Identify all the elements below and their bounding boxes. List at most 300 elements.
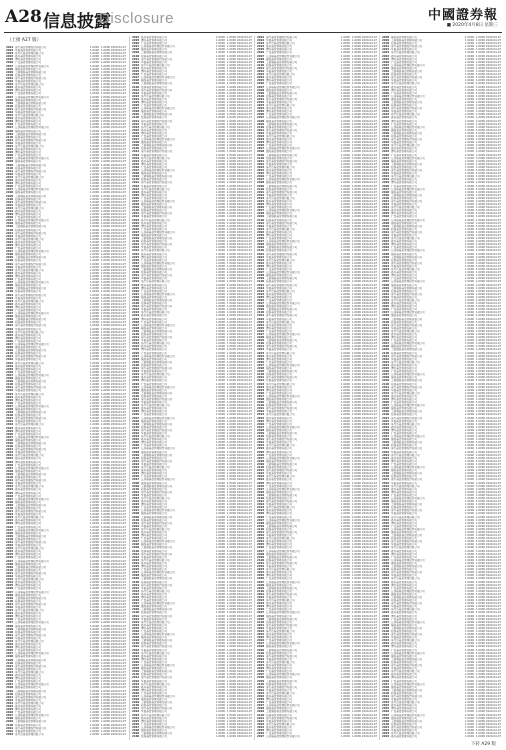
- fund-code: 2097: [257, 425, 265, 429]
- nav-value: 1.0000: [89, 101, 99, 105]
- fund-name: 工银瑞信基金管理有限公司: [141, 515, 173, 519]
- fund-name: 汇添富基金管理股份有限公司: [15, 250, 49, 254]
- nav-date: 2020-04-07: [236, 193, 252, 197]
- cumulative-nav-value: 1.0000: [475, 333, 485, 336]
- nav-date: 2020-04-07: [236, 679, 252, 683]
- fund-name: 招商基金管理有限公司: [15, 630, 41, 634]
- fund-code: 2095: [257, 636, 265, 640]
- cumulative-nav-value: 1.0000: [100, 565, 110, 569]
- cumulative-nav-value: 1.0000: [351, 586, 361, 590]
- fund-code: 2095: [382, 150, 390, 154]
- nav-date: 2020-04-07: [236, 51, 252, 55]
- fund-name: 易方达基金管理有限公司: [266, 351, 295, 355]
- fund-name: 博时基金管理有限公司: [15, 213, 41, 217]
- fund-name: 博时基金管理有限公司: [141, 595, 167, 599]
- nav-date: 2020-04-07: [236, 252, 252, 256]
- nav-value: 1.0000: [340, 370, 350, 374]
- fund-code: 2100: [132, 363, 140, 367]
- cumulative-nav-value: 1.0000: [100, 67, 110, 71]
- fund-code: 2095: [6, 615, 14, 619]
- cumulative-nav-value: 1.0000: [351, 447, 361, 451]
- cumulative-nav-value: 1.0000: [100, 284, 110, 288]
- fund-code: 2094: [132, 128, 140, 132]
- nav-date: 2020-04-07: [110, 494, 126, 498]
- nav-date: 2020-04-07: [485, 215, 501, 219]
- cumulative-nav-value: 1.0000: [100, 602, 110, 606]
- fund-name: 南方基金管理股份有限公司: [266, 561, 298, 565]
- fund-name: 易方达基金管理有限公司: [141, 249, 170, 253]
- fund-code: 2096: [257, 670, 265, 674]
- nav-date: 2020-04-07: [236, 206, 252, 210]
- nav-date: 2020-04-07: [361, 128, 377, 132]
- nav-date: 2020-04-07: [110, 503, 126, 507]
- cumulative-nav-value: 1.0000: [351, 432, 361, 435]
- fund-code: 2092: [6, 265, 14, 269]
- fund-name: 华夏基金管理有限公司: [266, 565, 292, 569]
- fund-name: 嘉实基金管理有限公司: [141, 623, 167, 627]
- nav-date: 2020-04-07: [110, 720, 126, 724]
- fund-name: 嘉实基金管理有限公司: [15, 209, 41, 213]
- fund-code: 2096: [382, 462, 390, 466]
- cumulative-nav-value: 1.0000: [100, 225, 110, 229]
- nav-date: 2020-04-07: [110, 169, 126, 173]
- fund-name: 华夏基金管理有限公司: [15, 482, 41, 486]
- fund-code: 2091: [257, 97, 265, 101]
- fund-code: 2091: [257, 685, 265, 689]
- nav-value: 1.0000: [464, 320, 474, 324]
- nav-date: 2020-04-07: [236, 178, 252, 182]
- nav-date: 2020-04-07: [110, 126, 126, 130]
- fund-name: 工银瑞信基金管理有限公司: [266, 586, 298, 590]
- cumulative-nav-value: 1.0000: [226, 240, 236, 244]
- fund-name: 华夏基金管理有限公司: [391, 450, 417, 454]
- cumulative-nav-value: 1.0000: [475, 199, 485, 203]
- nav-value: 1.0000: [215, 261, 225, 265]
- nav-value: 1.0000: [340, 357, 350, 361]
- fund-code: 2100: [6, 661, 14, 665]
- nav-value: 1.0000: [215, 45, 225, 49]
- fund-code: 2094: [6, 55, 14, 59]
- fund-code: 2099: [382, 131, 390, 135]
- fund-name: 工银瑞信基金管理有限公司: [391, 224, 423, 228]
- fund-name: 嘉实基金管理有限公司: [391, 271, 417, 275]
- cumulative-nav-value: 1.0000: [100, 392, 110, 396]
- nav-date: 2020-04-07: [485, 289, 501, 293]
- nav-value: 1.0000: [340, 481, 350, 485]
- fund-code: 2095: [132, 100, 140, 104]
- fund-code: 2100: [257, 125, 265, 129]
- nav-date: 2020-04-07: [361, 45, 377, 49]
- nav-value: 1.0000: [464, 172, 474, 176]
- fund-code: 2096: [382, 308, 390, 312]
- fund-name: 汇添富基金管理股份有限公司: [266, 549, 300, 553]
- nav-value: 1.0000: [89, 216, 99, 220]
- fund-name: 富国基金管理有限公司: [391, 500, 417, 504]
- nav-value: 1.0000: [215, 456, 225, 460]
- table-row: [255, 735, 379, 738]
- fund-code: 2091: [132, 676, 140, 680]
- nav-value: 1.0000: [89, 457, 99, 461]
- nav-value: 1.0000: [464, 268, 474, 272]
- fund-code: 2091: [132, 645, 140, 649]
- nav-value: 1.0000: [89, 169, 99, 173]
- nav-value: 1.0000: [340, 441, 350, 445]
- fund-code: 2096: [257, 732, 265, 736]
- cumulative-nav-value: 1.0000: [100, 680, 110, 684]
- cumulative-nav-value: 1.0000: [351, 116, 361, 120]
- fund-code: 2091: [257, 623, 265, 627]
- cumulative-nav-value: 1.0000: [351, 577, 361, 581]
- fund-code: 2093: [132, 496, 140, 500]
- fund-code: 2096: [382, 401, 390, 405]
- fund-code: 2100: [6, 290, 14, 294]
- cumulative-nav-value: 1.0000: [100, 652, 110, 656]
- fund-code: 2094: [132, 36, 140, 39]
- nav-value: 1.0000: [340, 487, 350, 491]
- fund-name: 工银瑞信基金管理有限公司: [391, 441, 423, 445]
- nav-value: 1.0000: [464, 79, 474, 83]
- nav-date: 2020-04-07: [485, 51, 501, 55]
- nav-date: 2020-04-07: [361, 165, 377, 169]
- cumulative-nav-value: 1.0000: [100, 714, 110, 718]
- fund-name: 招商基金管理有限公司: [15, 414, 41, 418]
- nav-date: 2020-04-07: [110, 442, 126, 445]
- fund-code: 2094: [132, 654, 140, 658]
- column-3: [254, 36, 379, 740]
- nav-date: 2020-04-07: [110, 219, 126, 223]
- cumulative-nav-value: 1.0000: [100, 197, 110, 201]
- nav-value: 1.0000: [340, 119, 350, 123]
- fund-code: 2093: [6, 299, 14, 303]
- nav-value: 1.0000: [340, 456, 350, 460]
- nav-date: 2020-04-07: [361, 57, 377, 61]
- fund-code: 2093: [132, 249, 140, 253]
- fund-code: 2098: [6, 655, 14, 659]
- cumulative-nav-value: 1.0000: [100, 228, 110, 232]
- nav-value: 1.0000: [340, 459, 350, 463]
- nav-date: 2020-04-07: [236, 620, 252, 624]
- fund-name: 博时基金管理有限公司: [15, 120, 41, 124]
- fund-code: 2097: [6, 126, 14, 130]
- cumulative-nav-value: 1.0000: [100, 562, 110, 566]
- nav-date: 2020-04-07: [361, 181, 377, 185]
- nav-value: 1.0000: [340, 351, 350, 355]
- nav-value: 1.0000: [215, 175, 225, 179]
- nav-value: 1.0000: [340, 549, 350, 553]
- cumulative-nav-value: 1.0000: [475, 363, 485, 367]
- fund-name: 华夏基金管理有限公司: [141, 432, 167, 435]
- nav-value: 1.0000: [340, 218, 350, 222]
- fund-code: 2097: [382, 404, 390, 408]
- nav-date: 2020-04-07: [236, 104, 252, 108]
- nav-value: 1.0000: [215, 543, 225, 547]
- nav-date: 2020-04-07: [485, 125, 501, 129]
- nav-date: 2020-04-07: [236, 432, 252, 435]
- nav-date: 2020-04-07: [361, 172, 377, 176]
- fund-name: 工银瑞信基金管理有限公司: [391, 255, 423, 259]
- cumulative-nav-value: 1.0000: [351, 654, 361, 658]
- fund-name: 工银瑞信基金管理有限公司: [15, 720, 47, 724]
- fund-name: 易方达基金管理有限公司: [266, 599, 295, 603]
- cumulative-nav-value: 1.0000: [100, 327, 110, 331]
- nav-date: 2020-04-07: [110, 522, 126, 526]
- fund-name: 工银瑞信基金管理有限公司: [266, 91, 298, 95]
- fund-name: 富国基金管理有限公司: [266, 583, 292, 587]
- nav-date: 2020-04-07: [110, 389, 126, 393]
- fund-name: 工银瑞信基金管理有限公司: [141, 237, 173, 241]
- fund-code: 2098: [257, 707, 265, 711]
- cumulative-nav-value: 1.0000: [475, 367, 485, 371]
- fund-code: 2093: [6, 175, 14, 179]
- nav-value: 1.0000: [340, 141, 350, 145]
- nav-date: 2020-04-07: [485, 295, 501, 299]
- nav-date: 2020-04-07: [485, 280, 501, 284]
- cumulative-nav-value: 1.0000: [351, 416, 361, 420]
- nav-value: 1.0000: [340, 379, 350, 383]
- nav-date: 2020-04-07: [485, 373, 501, 377]
- nav-value: 1.0000: [340, 682, 350, 686]
- cumulative-nav-value: 1.0000: [226, 119, 236, 123]
- cumulative-nav-value: 1.0000: [100, 324, 110, 328]
- nav-value: 1.0000: [340, 453, 350, 457]
- nav-value: 1.0000: [89, 145, 99, 148]
- nav-value: 1.0000: [215, 42, 225, 46]
- cumulative-nav-value: 1.0000: [351, 555, 361, 559]
- cumulative-nav-value: 1.0000: [226, 348, 236, 352]
- fund-code: 2100: [257, 682, 265, 686]
- nav-value: 1.0000: [464, 469, 474, 473]
- nav-date: 2020-04-07: [236, 367, 252, 371]
- fund-name: 华夏基金管理有限公司: [141, 184, 167, 188]
- cumulative-nav-value: 1.0000: [100, 352, 110, 356]
- cumulative-nav-value: 1.0000: [351, 534, 361, 538]
- cumulative-nav-value: 1.0000: [226, 218, 236, 222]
- nav-date: 2020-04-07: [485, 274, 501, 278]
- fund-name: 富国基金管理有限公司: [141, 729, 167, 732]
- cumulative-nav-value: 1.0000: [351, 354, 361, 358]
- cumulative-nav-value: 1.0000: [475, 240, 485, 244]
- cumulative-nav-value: 1.0000: [100, 200, 110, 204]
- nav-date: 2020-04-07: [110, 590, 126, 594]
- fund-code: 2099: [132, 360, 140, 364]
- fund-name: 易方达基金管理有限公司: [15, 701, 44, 705]
- nav-date: 2020-04-07: [110, 194, 126, 198]
- fund-name: 易方达基金管理有限公司: [391, 82, 420, 86]
- fund-name: 嘉实基金管理有限公司: [15, 704, 41, 708]
- fund-name: 南方基金管理股份有限公司: [391, 478, 423, 482]
- cumulative-nav-value: 1.0000: [226, 261, 236, 265]
- nav-date: 2020-04-07: [361, 561, 377, 565]
- cumulative-nav-value: 1.0000: [351, 657, 361, 661]
- fund-code: 2093: [257, 568, 265, 572]
- fund-code: 2093: [257, 413, 265, 417]
- cumulative-nav-value: 1.0000: [475, 63, 485, 67]
- nav-value: 1.0000: [464, 466, 474, 470]
- cumulative-nav-value: 1.0000: [351, 716, 361, 720]
- fund-code: 2093: [132, 589, 140, 593]
- fund-name: 招商基金管理有限公司: [391, 475, 417, 479]
- nav-value: 1.0000: [89, 305, 99, 309]
- nav-value: 1.0000: [464, 419, 474, 423]
- fund-code: 2094: [382, 147, 390, 151]
- cumulative-nav-value: 1.0000: [351, 549, 361, 553]
- cumulative-nav-value: 1.0000: [351, 351, 361, 355]
- cumulative-nav-value: 1.0000: [100, 83, 110, 87]
- nav-date: 2020-04-07: [236, 357, 252, 361]
- fund-name: 富国基金管理有限公司: [391, 314, 417, 318]
- fund-name: 富国基金管理有限公司: [391, 97, 417, 101]
- nav-date: 2020-04-07: [485, 70, 501, 74]
- cumulative-nav-value: 1.0000: [226, 645, 236, 649]
- cumulative-nav-value: 1.0000: [475, 237, 485, 241]
- fund-code: 2098: [257, 212, 265, 216]
- fund-name: 南方基金管理股份有限公司: [141, 521, 173, 525]
- fund-code: 2099: [382, 193, 390, 197]
- fund-code: 2099: [382, 472, 390, 476]
- fund-code: 2098: [132, 543, 140, 547]
- nav-value: 1.0000: [464, 60, 474, 64]
- cumulative-nav-value: 1.0000: [100, 330, 110, 334]
- nav-date: 2020-04-07: [110, 621, 126, 625]
- nav-date: 2020-04-07: [110, 670, 126, 674]
- fund-code: 2091: [382, 261, 390, 265]
- fund-code: 2099: [132, 144, 140, 148]
- nav-date: 2020-04-07: [485, 268, 501, 272]
- nav-value: 1.0000: [89, 605, 99, 609]
- nav-value: 1.0000: [215, 713, 225, 717]
- fund-code: 2096: [132, 568, 140, 572]
- nav-value: 1.0000: [89, 312, 99, 316]
- cumulative-nav-value: 1.0000: [100, 299, 110, 303]
- nav-value: 1.0000: [89, 615, 99, 619]
- cumulative-nav-value: 1.0000: [351, 190, 361, 194]
- fund-code: 2098: [6, 315, 14, 319]
- nav-value: 1.0000: [464, 447, 474, 451]
- nav-date: 2020-04-07: [110, 216, 126, 220]
- cumulative-nav-value: 1.0000: [226, 370, 236, 374]
- cumulative-nav-value: 1.0000: [100, 476, 110, 480]
- nav-date: 2020-04-07: [110, 315, 126, 319]
- nav-value: 1.0000: [215, 481, 225, 485]
- fund-name: 广发基金管理有限公司: [141, 506, 167, 510]
- fund-code: 2100: [132, 425, 140, 429]
- nav-value: 1.0000: [215, 397, 225, 401]
- fund-code: 2096: [382, 153, 390, 157]
- cumulative-nav-value: 1.0000: [475, 230, 485, 234]
- fund-code: 2100: [132, 518, 140, 522]
- fund-name: 南方基金管理股份有限公司: [266, 407, 298, 411]
- nav-date: 2020-04-07: [361, 203, 377, 207]
- nav-value: 1.0000: [89, 547, 99, 551]
- nav-value: 1.0000: [464, 252, 474, 256]
- cumulative-nav-value: 1.0000: [351, 648, 361, 652]
- fund-code: 2092: [257, 39, 265, 43]
- cumulative-nav-value: 1.0000: [100, 571, 110, 575]
- nav-date: 2020-04-07: [485, 503, 501, 507]
- nav-value: 1.0000: [340, 425, 350, 429]
- fund-code: 2098: [6, 407, 14, 411]
- nav-value: 1.0000: [215, 224, 225, 228]
- nav-date: 2020-04-07: [236, 215, 252, 219]
- cumulative-nav-value: 1.0000: [100, 237, 110, 241]
- fund-code: 2099: [382, 410, 390, 414]
- nav-value: 1.0000: [89, 556, 99, 560]
- fund-name: 招商基金管理有限公司: [391, 289, 417, 293]
- fund-name: 工银瑞信基金管理有限公司: [391, 39, 423, 43]
- fund-code: 2092: [132, 648, 140, 652]
- fund-name: 广发基金管理有限公司: [266, 237, 292, 241]
- fund-code: 2096: [382, 122, 390, 126]
- cumulative-nav-value: 1.0000: [475, 428, 485, 432]
- cumulative-nav-value: 1.0000: [351, 704, 361, 708]
- fund-code: 2093: [382, 484, 390, 488]
- nav-value: 1.0000: [215, 732, 225, 736]
- fund-code: 2093: [6, 701, 14, 705]
- nav-date: 2020-04-07: [485, 500, 501, 504]
- nav-date: 2020-04-07: [361, 391, 377, 395]
- nav-date: 2020-04-07: [236, 39, 252, 43]
- fund-name: 华夏基金管理有限公司: [266, 70, 292, 74]
- fund-name: 南方基金管理股份有限公司: [15, 695, 47, 699]
- nav-date: 2020-04-07: [110, 602, 126, 606]
- nav-date: 2020-04-07: [485, 305, 501, 309]
- nav-value: 1.0000: [464, 416, 474, 420]
- nav-date: 2020-04-07: [236, 196, 252, 200]
- nav-date: 2020-04-07: [110, 726, 126, 730]
- fund-code: 2095: [257, 326, 265, 330]
- cumulative-nav-value: 1.0000: [226, 484, 236, 488]
- nav-value: 1.0000: [89, 544, 99, 548]
- fund-name: 华夏基金管理有限公司: [15, 296, 41, 300]
- cumulative-nav-value: 1.0000: [226, 555, 236, 559]
- nav-value: 1.0000: [89, 658, 99, 662]
- nav-value: 1.0000: [340, 694, 350, 698]
- fund-code: 2094: [382, 394, 390, 398]
- fund-code: 2092: [132, 277, 140, 281]
- cumulative-nav-value: 1.0000: [100, 482, 110, 486]
- fund-name: 汇添富基金管理股份有限公司: [141, 261, 175, 265]
- cumulative-nav-value: 1.0000: [351, 688, 361, 692]
- cumulative-nav-value: 1.0000: [226, 246, 236, 250]
- nav-date: 2020-04-07: [236, 379, 252, 383]
- nav-date: 2020-04-07: [485, 82, 501, 86]
- cumulative-nav-value: 1.0000: [226, 490, 236, 494]
- cumulative-nav-value: 1.0000: [351, 623, 361, 627]
- nav-value: 1.0000: [340, 221, 350, 225]
- fund-code: 2092: [257, 626, 265, 630]
- fund-name: 工银瑞信基金管理有限公司: [141, 175, 173, 179]
- fund-name: 华夏基金管理有限公司: [141, 153, 167, 157]
- nav-value: 1.0000: [340, 45, 350, 49]
- fund-code: 2099: [382, 70, 390, 74]
- nav-date: 2020-04-07: [236, 630, 252, 633]
- nav-date: 2020-04-07: [110, 667, 126, 671]
- fund-name: 华夏基金管理有限公司: [266, 39, 292, 43]
- nav-value: 1.0000: [340, 679, 350, 683]
- fund-name: 富国基金管理有限公司: [15, 686, 41, 690]
- nav-date: 2020-04-07: [361, 555, 377, 559]
- fund-code: 2096: [6, 216, 14, 220]
- nav-value: 1.0000: [464, 308, 474, 312]
- fund-code: 2093: [132, 651, 140, 655]
- nav-date: 2020-04-07: [485, 63, 501, 67]
- nav-date: 2020-04-07: [485, 370, 501, 374]
- fund-name: 富国基金管理有限公司: [266, 150, 292, 154]
- fund-code: 2100: [382, 42, 390, 46]
- nav-date: 2020-04-07: [361, 94, 377, 98]
- fund-name: 南方基金管理股份有限公司: [141, 336, 173, 340]
- fund-name: 南方基金管理股份有限公司: [141, 583, 173, 587]
